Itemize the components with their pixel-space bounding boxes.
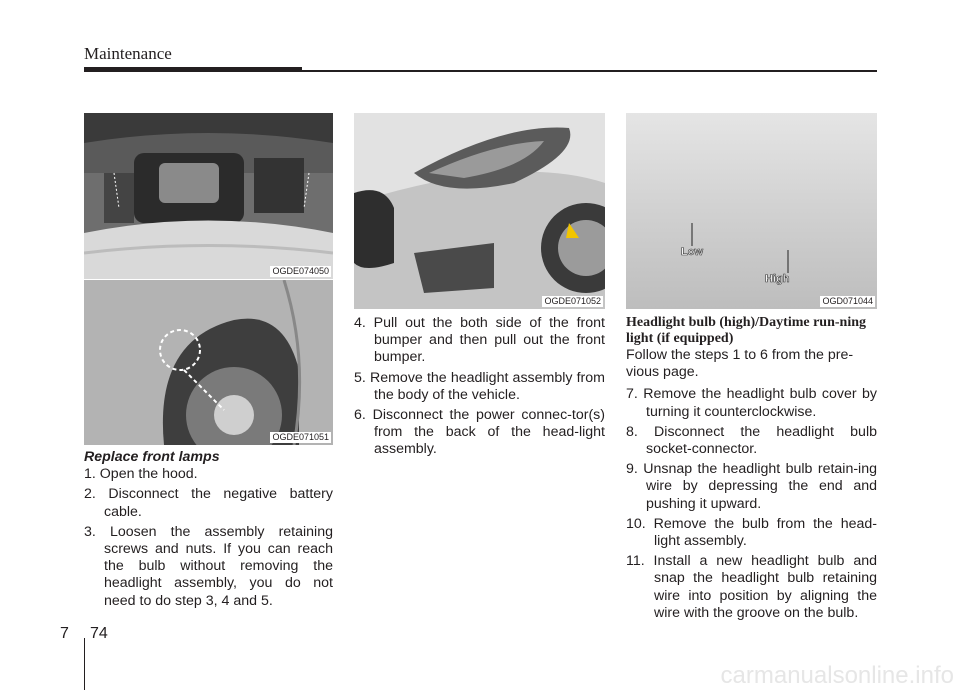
fender-photo xyxy=(84,280,333,445)
header-rule xyxy=(84,70,877,72)
intro-text: Follow the steps 1 to 6 from the pre-vious page. xyxy=(626,347,854,381)
headlight-bulb-photo xyxy=(626,113,877,309)
image-code: OGD071044 xyxy=(822,296,873,306)
page-number: 74 xyxy=(90,625,108,642)
column-right xyxy=(626,315,877,625)
low-beam-label: Low xyxy=(681,246,703,258)
step-item: 1. Open the hood. xyxy=(84,466,198,483)
engine-bay-photo xyxy=(84,113,333,279)
step-item: 8. Disconnect the headlight bulb socket-connector. xyxy=(626,423,877,458)
high-beam-label: High xyxy=(765,273,790,285)
step-item: 10. Remove the bulb from the head-light assembly. xyxy=(626,515,877,550)
watermark: carmanualsonline.info xyxy=(720,662,954,689)
section-heading: Replace front lamps xyxy=(84,449,220,465)
step-item: 7. Remove the headlight bulb cover by turning it counterclockwise. xyxy=(626,386,877,420)
step-item: 4. Pull out the both side of the front bumper and then pull out the front bumper. xyxy=(354,315,605,366)
image-code: OGDE071051 xyxy=(272,432,329,442)
section-heading: Headlight bulb (high)/Daytime run-ning light (if equipped) xyxy=(626,315,866,346)
step-item: 11. Install a new headlight bulb and snap the headlight bulb retaining wire into position by aligning the wire with the groove on the bulb. xyxy=(626,553,877,621)
page-header-title: Maintenance xyxy=(84,44,172,63)
step-item: 9. Unsnap the headlight bulb retain-ing wire by depressing the end and pushing it upward. xyxy=(626,461,877,512)
step-item: 2. Disconnect the negative battery cable. xyxy=(84,486,333,520)
column-left xyxy=(84,449,333,613)
step-item: 5. Remove the headlight assembly from the body of the vehicle. xyxy=(354,369,605,403)
column-middle xyxy=(354,315,605,462)
step-item: 6. Disconnect the power connec-tor(s) from the back of the head-light assembly. xyxy=(354,407,605,458)
chapter-number: 7 xyxy=(60,625,69,642)
step-item: 3. Loosen the assembly retaining screws and nuts. If you can reach the bulb without removing the headlight assembly, you do not need to do step 3, 4 and 5. xyxy=(84,523,333,609)
image-code: OGDE074050 xyxy=(272,266,329,276)
footer-rule xyxy=(84,638,85,690)
bumper-photo xyxy=(354,113,605,309)
image-code: OGDE071052 xyxy=(544,296,601,306)
